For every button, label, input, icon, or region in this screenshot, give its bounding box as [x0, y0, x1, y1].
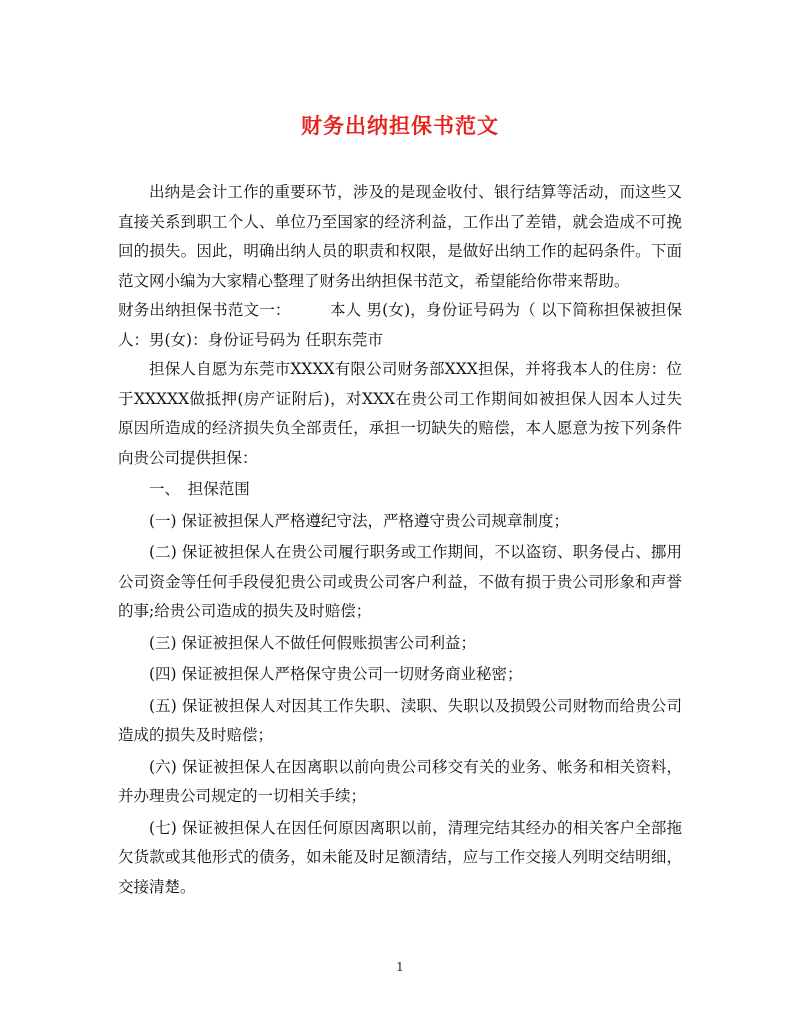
page-number: 1: [396, 960, 404, 974]
list-item: (四) 保证被担保人严格保守贵公司一切财务商业秘密；: [149, 665, 523, 683]
sample-header-paragraph: 财务出纳担保书范文一： 本人 男(女)，身份证号码为（ 以下简称担保被担保人：男(女)：身份证号码为 任职东莞市: [118, 301, 682, 349]
list-item: (二) 保证被担保人在贵公司履行职务或工作期间，不以盗窃、职务侵占、挪用公司资金等任何手段侵犯贵公司或贵公司客户利益，不做有损于贵公司形象和声誉的事;给贵公司造成的损失及时赔偿；: [118, 543, 682, 620]
list-item: (三) 保证被担保人不做任何假账损害公司利益；: [149, 633, 477, 652]
document-body: [118, 178, 682, 904]
guarantee-paragraph: 担保人自愿为东莞市XXXX有限公司财务部XXX担保，并将我本人的住房：位于XXXXX做抵押(房产证附后)，对XXX在贵公司工作期间如被担保人因本人过失原因所造成的经济损失负全部责任，承担一切缺失的赔偿，本人愿意为按下列条件向贵公司提供担保：: [118, 360, 682, 467]
list-item: (六) 保证被担保人在因离职以前向贵公司移交有关的业务、帐务和相关资料，并办理贵公司规定的一切相关手续；: [118, 757, 682, 805]
intro-paragraph: 出纳是会计工作的重要环节，涉及的是现金收付、银行结算等活动，而这些又直接关系到职工个人、单位乃至国家的经济利益，工作出了差错，就会造成不可挽回的损失。因此，明确出纳人员的职责和权限，是做好出纳工作的起码条件。下面范文网小编为大家精心整理了财务出纳担保书范文，希望能给你带来帮助。: [118, 183, 682, 290]
document-title: 财务出纳担保书范文: [301, 113, 499, 138]
list-item: (七) 保证被担保人在因任何原因离职以前，清理完结其经办的相关客户全部拖欠货款或其他形式的债务，如未能及时足额清结，应与工作交接人列明交结明细，交接清楚。: [118, 818, 682, 896]
section-heading: 一、 担保范围: [149, 480, 250, 498]
list-item: (一) 保证被担保人严格遵纪守法，严格遵守贵公司规章制度；: [149, 511, 570, 530]
list-item: (五) 保证被担保人对因其工作失职、渎职、失职以及损毁公司财物而给贵公司造成的损失及时赔偿；: [118, 696, 682, 744]
